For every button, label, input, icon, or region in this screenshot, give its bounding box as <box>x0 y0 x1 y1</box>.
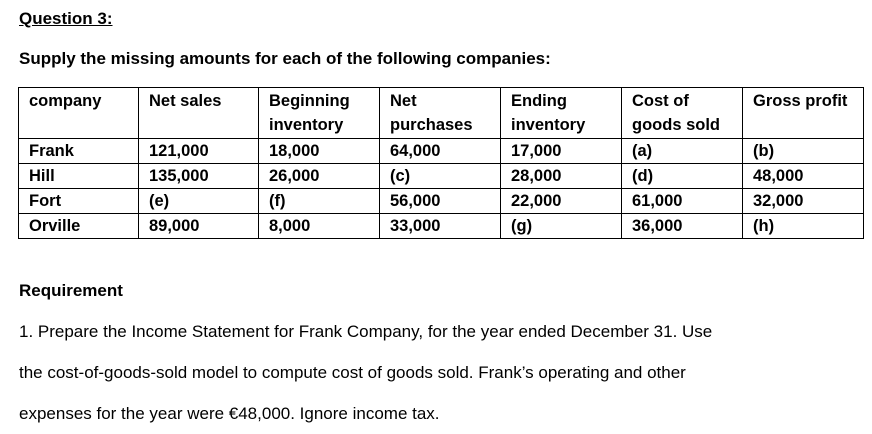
table-row-fort <box>19 189 864 214</box>
table-cell: Hill <box>19 164 139 189</box>
table-cell: Fort <box>19 189 139 214</box>
header-net-purchases <box>380 88 501 139</box>
table-cell: 89,000 <box>139 214 259 239</box>
header-cost-of-goods-sold-line-2: goods sold <box>632 116 720 134</box>
requirement-line: the cost-of-goods-sold model to compute cost of goods sold. Frank’s operating and other <box>19 363 686 382</box>
header-company <box>19 88 139 139</box>
table-cell: 61,000 <box>622 189 743 214</box>
table-cell: Orville <box>19 214 139 239</box>
instruction-text: Supply the missing amounts for each of the following companies: <box>19 49 551 68</box>
table-cell: 121,000 <box>139 139 259 164</box>
table-cell: 56,000 <box>380 189 501 214</box>
table-cell: 28,000 <box>501 164 622 189</box>
question-heading: Question 3: <box>19 9 113 28</box>
table-cell: 135,000 <box>139 164 259 189</box>
requirement-title: Requirement <box>19 281 123 300</box>
header-net-purchases-line-2: purchases <box>390 116 473 134</box>
table-row-hill <box>19 164 864 189</box>
table-cell: 26,000 <box>259 164 380 189</box>
header-beginning-inventory-line-1: Beginning <box>269 92 350 110</box>
requirement-line: 1. Prepare the Income Statement for Frank Company, for the year ended December 31. Use <box>19 322 713 341</box>
table-cell: 32,000 <box>743 189 864 214</box>
requirement-line: expenses for the year were €48,000. Ignore income tax. <box>19 404 440 423</box>
table-cell: 18,000 <box>259 139 380 164</box>
table-cell: (g) <box>501 214 622 239</box>
header-company-label: company <box>29 92 102 110</box>
header-net-sales <box>139 88 259 139</box>
table-cell: (c) <box>380 164 501 189</box>
header-net-sales-label: Net sales <box>149 92 222 110</box>
header-gross-profit <box>743 88 864 139</box>
header-beginning-inventory-line-2: inventory <box>269 116 344 134</box>
header-cost-of-goods-sold <box>622 88 743 139</box>
header-beginning-inventory <box>259 88 380 139</box>
table-cell: (d) <box>622 164 743 189</box>
table-cell: 17,000 <box>501 139 622 164</box>
table-cell: 36,000 <box>622 214 743 239</box>
table-cell: 22,000 <box>501 189 622 214</box>
header-ending-inventory <box>501 88 622 139</box>
table-cell: (f) <box>259 189 380 214</box>
header-gross-profit-label: Gross profit <box>753 92 848 110</box>
header-ending-inventory-line-1: Ending <box>511 92 567 110</box>
table-row-frank <box>19 139 864 164</box>
table-header-row <box>19 88 864 139</box>
table-row-orville <box>19 214 864 239</box>
table-cell: 8,000 <box>259 214 380 239</box>
header-cost-of-goods-sold-line-1: Cost of <box>632 92 689 110</box>
table-cell: 64,000 <box>380 139 501 164</box>
header-ending-inventory-line-2: inventory <box>511 116 586 134</box>
table-cell: 48,000 <box>743 164 864 189</box>
table-cell: Frank <box>19 139 139 164</box>
header-net-purchases-line-1: Net <box>390 92 417 110</box>
table-cell: (a) <box>622 139 743 164</box>
companies-table <box>18 87 864 239</box>
table-cell: (e) <box>139 189 259 214</box>
table-cell: 33,000 <box>380 214 501 239</box>
table-cell: (b) <box>743 139 864 164</box>
table-cell: (h) <box>743 214 864 239</box>
requirement-text <box>19 311 859 434</box>
